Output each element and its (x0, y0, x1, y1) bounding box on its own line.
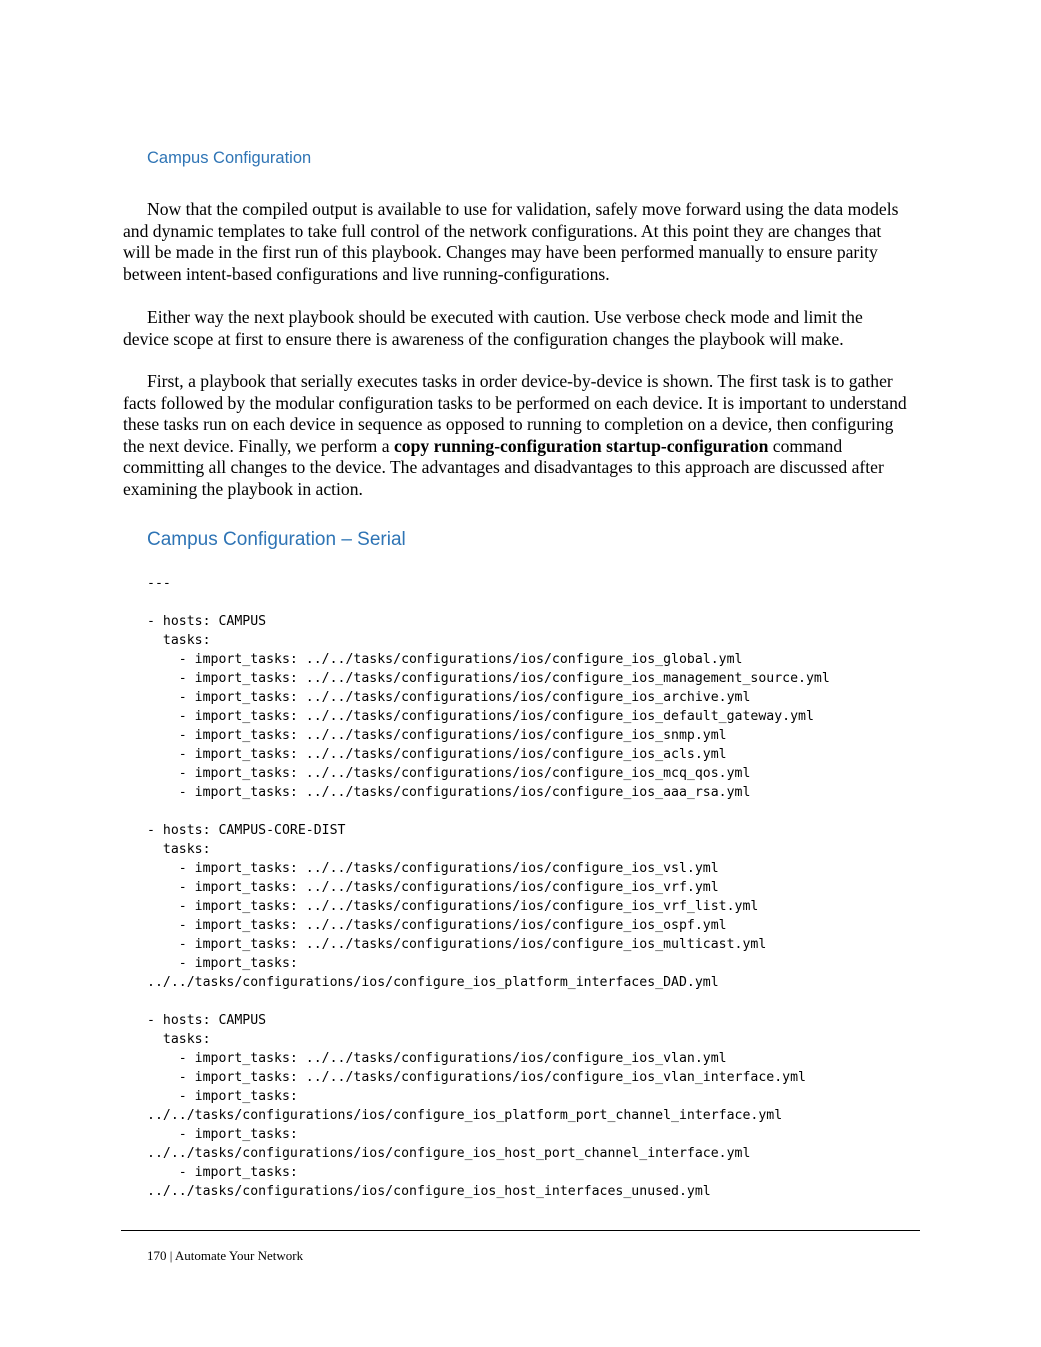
code-line: ../../tasks/configurations/ios/configure_ios_platform_interfaces_DAD.yml (147, 975, 719, 990)
code-line: - import_tasks: ../../tasks/configurations/ios/configure_ios_management_source.yml (147, 671, 830, 686)
code-line: tasks: (147, 633, 211, 648)
code-line: - import_tasks: ../../tasks/configurations/ios/configure_ios_aaa_rsa.yml (147, 785, 751, 800)
code-line: - import_tasks: ../../tasks/configurations/ios/configure_ios_mcq_qos.yml (147, 766, 751, 781)
code-line: - import_tasks: ../../tasks/configurations/ios/configure_ios_snmp.yml (147, 728, 727, 743)
code-line: - import_tasks: ../../tasks/configurations/ios/configure_ios_global.yml (147, 652, 743, 667)
code-line: - import_tasks: (147, 956, 298, 971)
code-line: tasks: (147, 842, 211, 857)
code-line: - import_tasks: (147, 1127, 298, 1142)
code-line: - import_tasks: (147, 1165, 298, 1180)
code-line: - import_tasks: ../../tasks/configurations/ios/configure_ios_default_gateway.yml (147, 709, 814, 724)
code-line: - import_tasks: ../../tasks/configurations/ios/configure_ios_vrf_list.yml (147, 899, 759, 914)
section-heading-campus-configuration-serial: Campus Configuration – Serial (147, 529, 406, 550)
code-line (147, 992, 830, 1011)
code-line: --- (147, 576, 171, 591)
code-line: ../../tasks/configurations/ios/configure_ios_host_port_channel_interface.yml (147, 1146, 751, 1161)
code-line: - hosts: CAMPUS-CORE-DIST (147, 823, 346, 838)
code-line: - import_tasks: ../../tasks/configurations/ios/configure_ios_vrf.yml (147, 880, 719, 895)
command-bold-text: copy running-configuration startup-configuration (393, 435, 769, 456)
code-line: - import_tasks: ../../tasks/configurations/ios/configure_ios_vlan_interface.yml (147, 1070, 806, 1085)
paragraph-serial-playbook (123, 371, 913, 500)
code-line: - import_tasks: ../../tasks/configurations/ios/configure_ios_ospf.yml (147, 918, 727, 933)
code-line: - import_tasks: ../../tasks/configurations/ios/configure_ios_vsl.yml (147, 861, 719, 876)
code-line: - import_tasks: ../../tasks/configurations/ios/configure_ios_acls.yml (147, 747, 727, 762)
footer-divider (121, 1230, 920, 1231)
code-line: - hosts: CAMPUS (147, 1013, 267, 1028)
code-line: - import_tasks: ../../tasks/configurations/ios/configure_ios_archive.yml (147, 690, 751, 705)
code-line (147, 802, 830, 821)
paragraph-text-part2: command committing all changes to the device. The advantages and disadvantages to this approach are discussed after examining the playbook in action. (123, 435, 884, 499)
code-line: - import_tasks: ../../tasks/configurations/ios/configure_ios_vlan.yml (147, 1051, 727, 1066)
code-line (147, 593, 830, 612)
code-line: tasks: (147, 1032, 211, 1047)
paragraph-compiled-output: Now that the compiled output is available to use for validation, safely move forward using the data models and dynamic templates to take full control of the network configurations. At this point they are changes that will be made in the first run of this playbook. Changes may have been performed manually to ensure parity between intent-based configurations and live running-configurations. (123, 199, 899, 284)
section-heading-campus-configuration: Campus Configuration (147, 149, 312, 167)
code-line: - import_tasks: (147, 1089, 298, 1104)
code-line: ../../tasks/configurations/ios/configure_ios_platform_port_channel_interface.yml (147, 1108, 783, 1123)
code-line: - import_tasks: ../../tasks/configurations/ios/configure_ios_multicast.yml (147, 937, 767, 952)
paragraph-caution: Either way the next playbook should be executed with caution. Use verbose check mode and limit the device scope at first to ensure there is awareness of the configuration changes the playbook will make. (123, 307, 863, 349)
code-line: - hosts: CAMPUS (147, 614, 267, 629)
paragraph-text-part1: First, a playbook that serially executes tasks in order device-by-device is shown. The first task is to gather facts followed by the modular configuration tasks to be performed on each device. It is important to understand these tasks run on each device in sequence as opposed to running to completion on a device, then configuring the next device. Finally, we perform a (123, 371, 907, 456)
code-line: ../../tasks/configurations/ios/configure_ios_host_interfaces_unused.yml (147, 1184, 711, 1199)
page-footer: 170 | Automate Your Network (147, 1248, 304, 1263)
playbook-code-block (147, 574, 830, 1201)
